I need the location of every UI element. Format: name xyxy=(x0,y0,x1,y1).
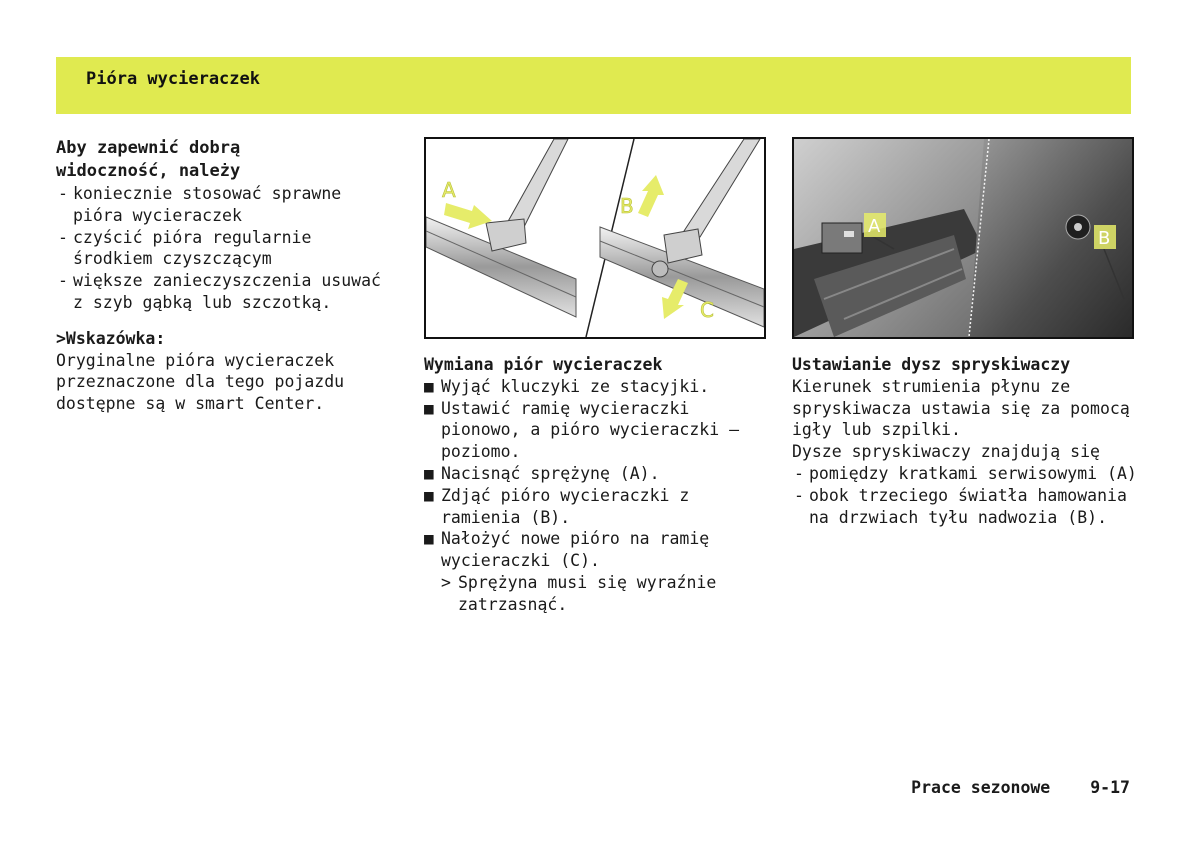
list-item: - pomiędzy kratkami serwisowymi (A) xyxy=(792,463,1137,485)
list-item: ■ Nacisnąć sprężynę (A). xyxy=(424,463,769,485)
list-item: ■ Zdjąć pióro wycieraczki z ramienia (B). xyxy=(424,485,769,529)
label-a: A xyxy=(442,178,456,202)
footer-section: Prace sezonowe xyxy=(911,778,1051,797)
intro-list xyxy=(56,183,396,314)
wiper-heading: Wymiana piór wycieraczek xyxy=(424,355,663,374)
note-label: >Wskazówka: xyxy=(56,328,166,348)
intro-column xyxy=(56,137,396,415)
wiper-column xyxy=(424,354,769,616)
note-text: Oryginalne pióra wycieraczek przeznaczone dla tego pojazdu dostępne są w smart Center. xyxy=(56,350,345,414)
wiper-result: > Sprężyna musi się wyraźnie zatrzasnąć. xyxy=(424,572,769,616)
list-item: ■ Nałożyć nowe pióro na ramię wycieraczki (C). xyxy=(424,528,769,572)
page-footer xyxy=(911,778,1130,797)
label-b: B xyxy=(620,194,634,218)
nozzle-heading: Ustawianie dysz spryskiwaczy xyxy=(792,355,1071,374)
list-item: - koniecznie stosować sprawne pióra wycieraczek xyxy=(56,183,396,227)
list-item: - obok trzeciego światła hamowania na drzwiach tyłu nadwozia (B). xyxy=(792,485,1137,529)
list-item: ■ Wyjąć kluczyki ze stacyjki. xyxy=(424,376,769,398)
label-b: B xyxy=(1098,228,1111,249)
page-title: Pióra wycieraczek xyxy=(86,69,260,89)
wiper-steps xyxy=(424,376,769,572)
list-item: - większe zanieczyszczenia usuwać z szyb gąbką lub szczotką. xyxy=(56,270,396,314)
nozzle-figure xyxy=(792,137,1134,339)
nozzle-text: Kierunek strumienia płynu ze spryskiwacza ustawia się za pomocą igły lub szpilki. xyxy=(792,376,1130,440)
list-item: ■ Ustawić ramię wycieraczki pionowo, a pióro wycieraczki — poziomo. xyxy=(424,398,769,463)
header-band xyxy=(56,57,1131,114)
list-item: - czyścić pióra regularnie środkiem czyszczącym xyxy=(56,227,396,271)
label-c: C xyxy=(700,298,714,322)
nozzle-location-intro: Dysze spryskiwaczy znajdują się xyxy=(792,442,1100,462)
wiper-figure xyxy=(424,137,766,339)
intro-heading: Aby zapewnić dobrą widoczność, należy xyxy=(56,138,241,181)
label-a: A xyxy=(868,216,881,237)
nozzle-column xyxy=(792,354,1137,528)
page-number: 9-17 xyxy=(1090,778,1130,797)
nozzle-list xyxy=(792,463,1137,528)
